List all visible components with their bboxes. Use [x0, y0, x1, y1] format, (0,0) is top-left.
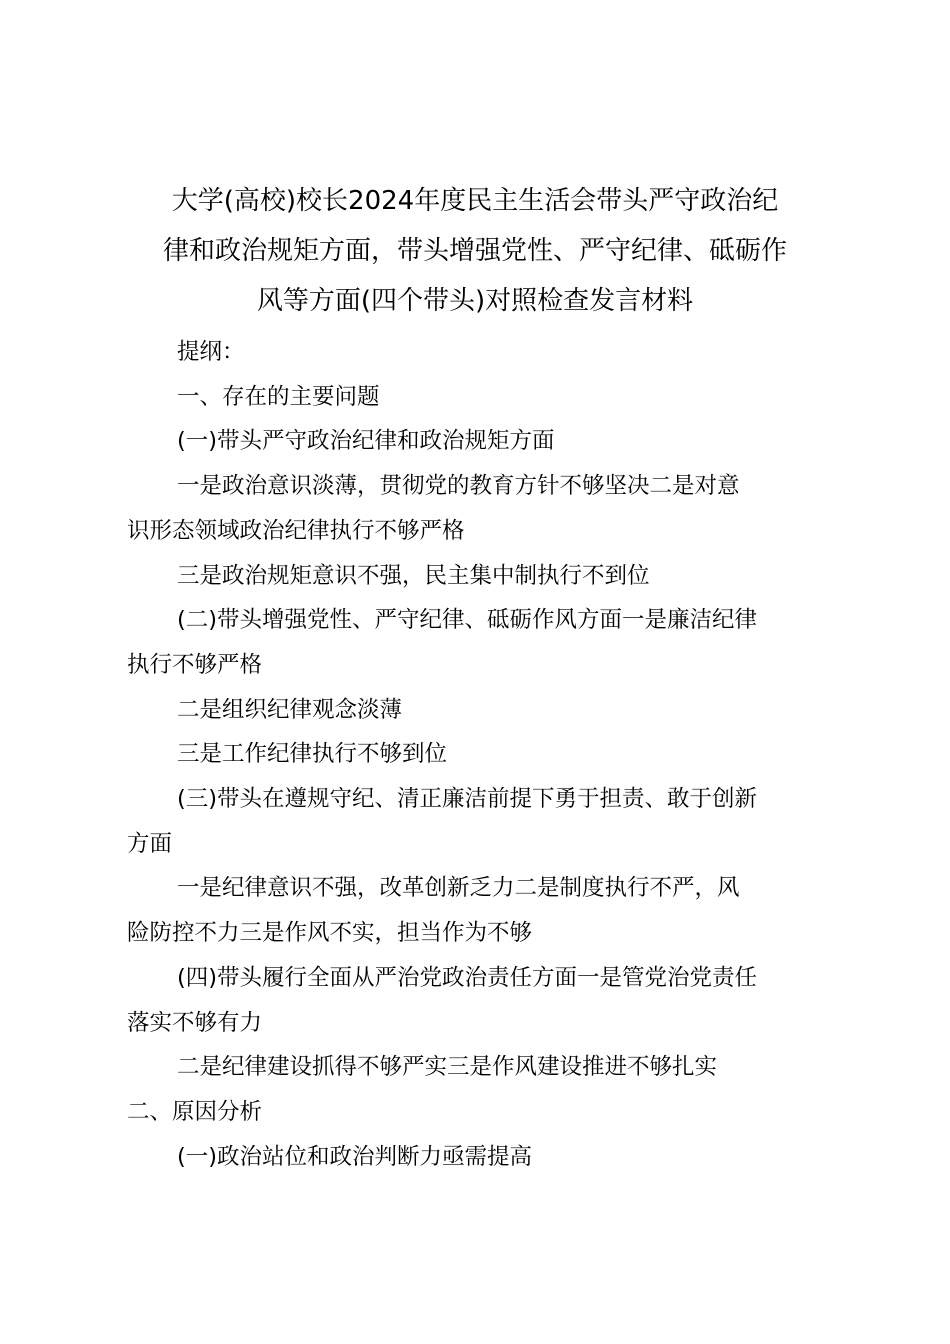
section-heading-causes: 二、原因分析 — [127, 1098, 263, 1125]
paragraph-line: 二是纪律建设抓得不够严实三是作风建设推进不够扎实 — [177, 1054, 718, 1081]
paragraph-line: 二是组织纪律观念淡薄 — [177, 696, 403, 723]
paragraph-line: 险防控不力三是作风不实，担当作为不够 — [127, 920, 533, 947]
paragraph-line: 一是纪律意识不强，改革创新乏力二是制度执行不严，风 — [177, 875, 740, 902]
paragraph-line: 识形态领域政治纪律执行不够严格 — [127, 517, 465, 544]
section-heading-problems: 一、存在的主要问题 — [177, 383, 380, 410]
paragraph-line: 三是工作纪律执行不够到位 — [177, 741, 448, 768]
document-body — [127, 330, 827, 1179]
paragraph-line: 执行不够严格 — [127, 651, 263, 678]
title-line-2: 律和政治规矩方面，带头增强党性、严守纪律、砥砺作 — [162, 236, 787, 266]
subsection-heading-4: (四)带头履行全面从严治党政治责任方面一是管党治党责任 — [177, 964, 758, 991]
paragraph-line: 落实不够有力 — [127, 1009, 263, 1036]
subsection-heading-3: (三)带头在遵规守纪、清正廉洁前提下勇于担责、敢于创新 — [177, 786, 758, 813]
title-line-1: 大学(高校)校长2024年度民主生活会带头严守政治纪 — [171, 186, 779, 216]
paragraph-line: 三是政治规矩意识不强，民主集中制执行不到位 — [177, 562, 650, 589]
paragraph-line: 一是政治意识淡薄，贯彻党的教育方针不够坚决二是对意 — [177, 473, 740, 500]
subsection-heading-causes-1: (一)政治站位和政治判断力亟需提高 — [177, 1143, 533, 1170]
subsection-heading-1: (一)带头严守政治纪律和政治规矩方面 — [177, 428, 555, 455]
subsection-heading-2: (二)带头增强党性、严守纪律、砥砺作风方面一是廉洁纪律 — [177, 607, 758, 634]
paragraph-line: 方面 — [127, 830, 173, 857]
title-line-3: 风等方面(四个带头)对照检查发言材料 — [256, 286, 694, 316]
outline-label: 提纲： — [177, 339, 245, 365]
document-title — [118, 176, 832, 326]
